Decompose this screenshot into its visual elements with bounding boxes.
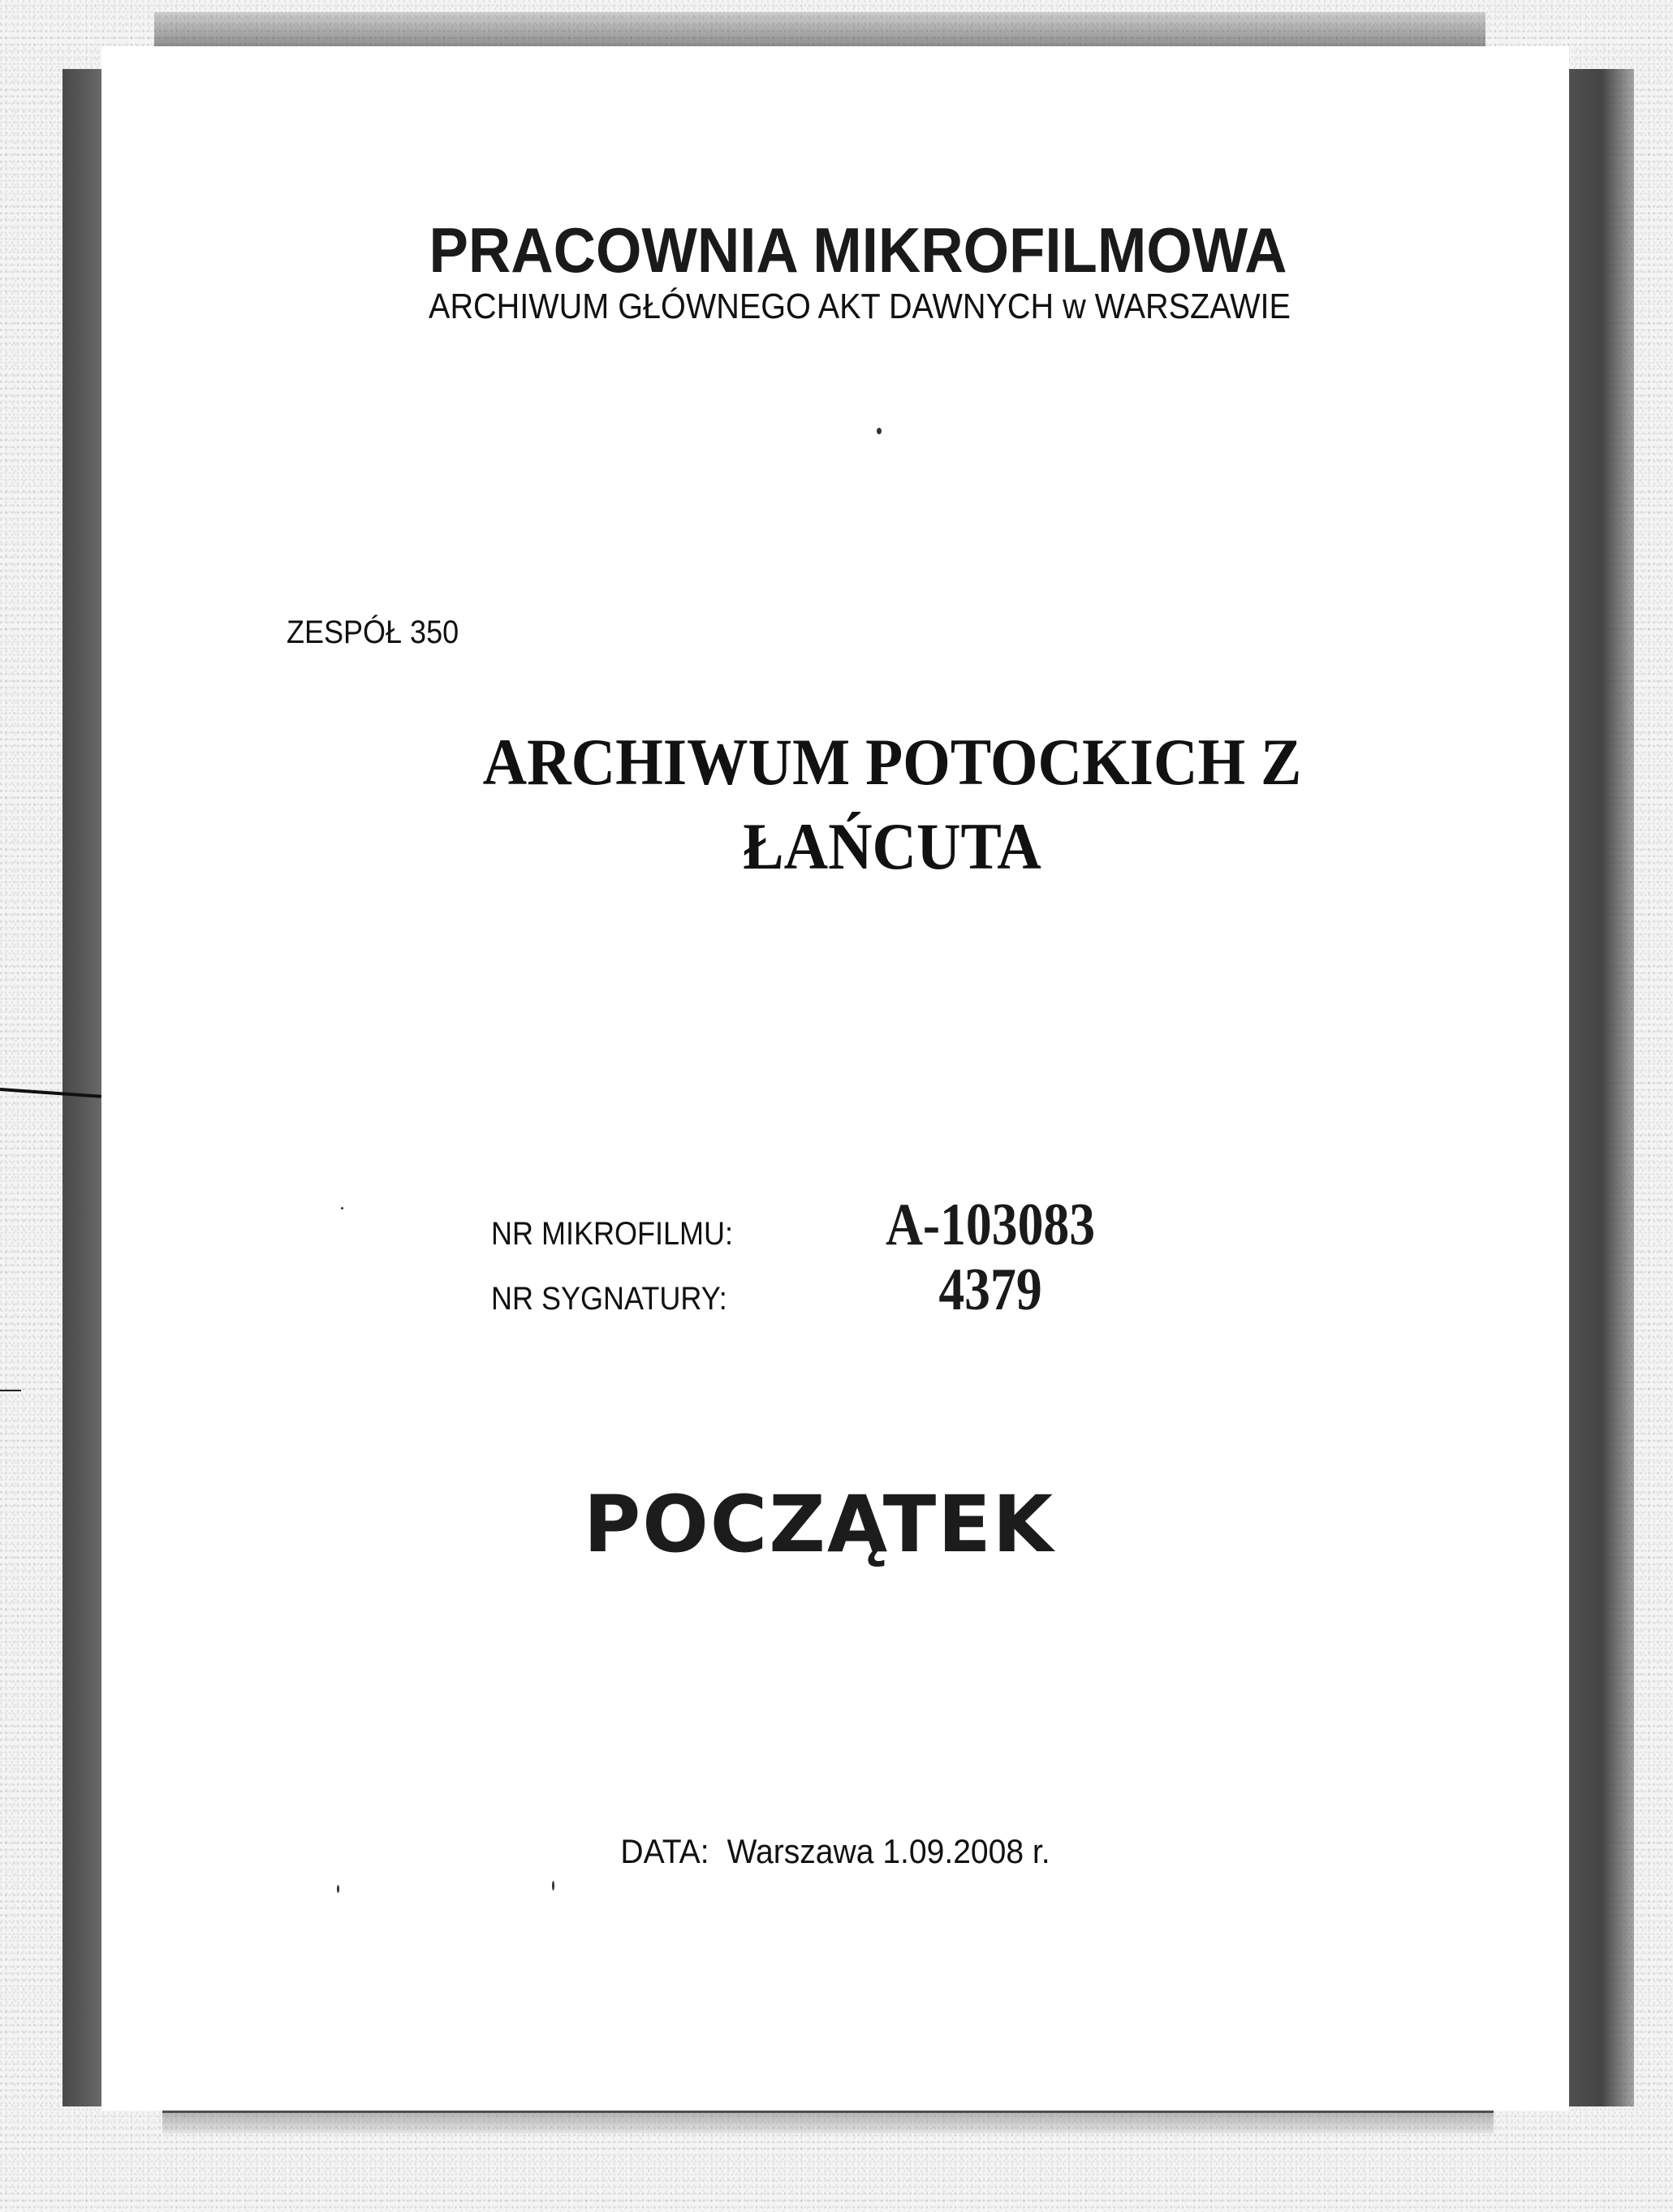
header-subtitle: ARCHIWUM GŁÓWNEGO AKT DAWNYCH w WARSZAWIE <box>429 287 1291 326</box>
film-bottom-shadow <box>162 2111 1494 2133</box>
microfilm-number-row <box>491 1191 1124 1260</box>
start-marker: POCZĄTEK <box>583 1479 1055 1570</box>
fond-title-line-1: ARCHIWUM POTOCKICH Z <box>482 725 1302 799</box>
film-left-border <box>63 69 101 2106</box>
header-title: PRACOWNIA MIKROFILMOWA <box>429 214 1287 286</box>
fond-title-line-2: ŁAŃCUTA <box>743 809 1041 883</box>
microfilm-title-sheet <box>101 46 1569 2111</box>
scan-speck <box>337 1885 339 1893</box>
microfilm-number-label: NR MIKROFILMU: <box>491 1216 734 1252</box>
film-right-border <box>1569 69 1634 2106</box>
signature-number-label: NR SYGNATURY: <box>491 1281 727 1317</box>
date-line <box>153 1832 1517 1871</box>
scan-speck <box>552 1881 554 1891</box>
scan-artifact-line <box>0 1390 21 1391</box>
signature-number-value: 4379 <box>938 1257 1042 1323</box>
fond-number: ZESPÓŁ 350 <box>287 614 459 650</box>
date-label: DATA: <box>620 1832 709 1870</box>
microfilm-number-value: A-103083 <box>885 1192 1096 1258</box>
film-top-shadow <box>154 12 1485 46</box>
fond-title <box>217 720 1567 889</box>
signature-number-row <box>491 1256 1124 1325</box>
scan-speck <box>877 428 882 434</box>
date-value: Warszawa 1.09.2008 r. <box>727 1832 1050 1870</box>
scan-speck <box>341 1207 343 1209</box>
